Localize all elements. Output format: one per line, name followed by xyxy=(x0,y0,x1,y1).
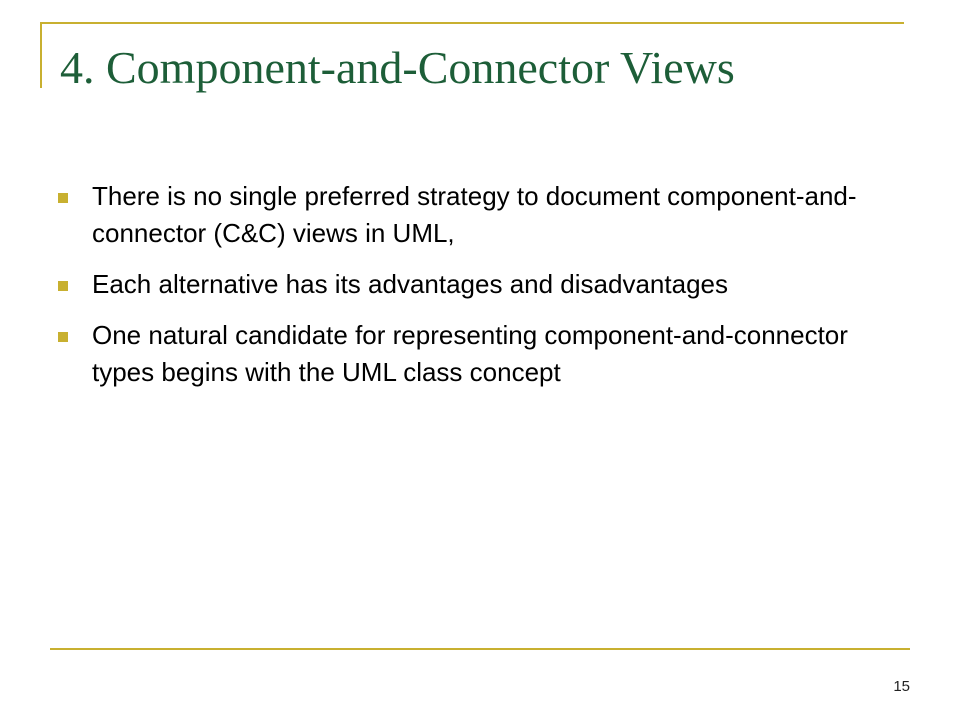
square-bullet-icon xyxy=(58,281,68,291)
bullet-list xyxy=(58,178,858,405)
bullet-text: Each alternative has its advantages and disadvantages xyxy=(92,269,728,299)
page-number: 15 xyxy=(893,678,910,695)
bullet-item xyxy=(58,266,858,303)
top-border-line xyxy=(40,22,904,24)
bullet-text: There is no single preferred strategy to document component-and-connector (C&C) views in UML, xyxy=(92,181,857,248)
square-bullet-icon xyxy=(58,193,68,203)
left-border-line xyxy=(40,22,42,88)
bullet-item xyxy=(58,317,858,391)
bullet-item xyxy=(58,178,858,252)
bottom-border-line xyxy=(50,648,910,650)
bullet-text: One natural candidate for representing component-and-connector types begins with the UML class concept xyxy=(92,320,848,387)
slide-title: 4. Component-and-Connector Views xyxy=(60,42,735,93)
square-bullet-icon xyxy=(58,332,68,342)
